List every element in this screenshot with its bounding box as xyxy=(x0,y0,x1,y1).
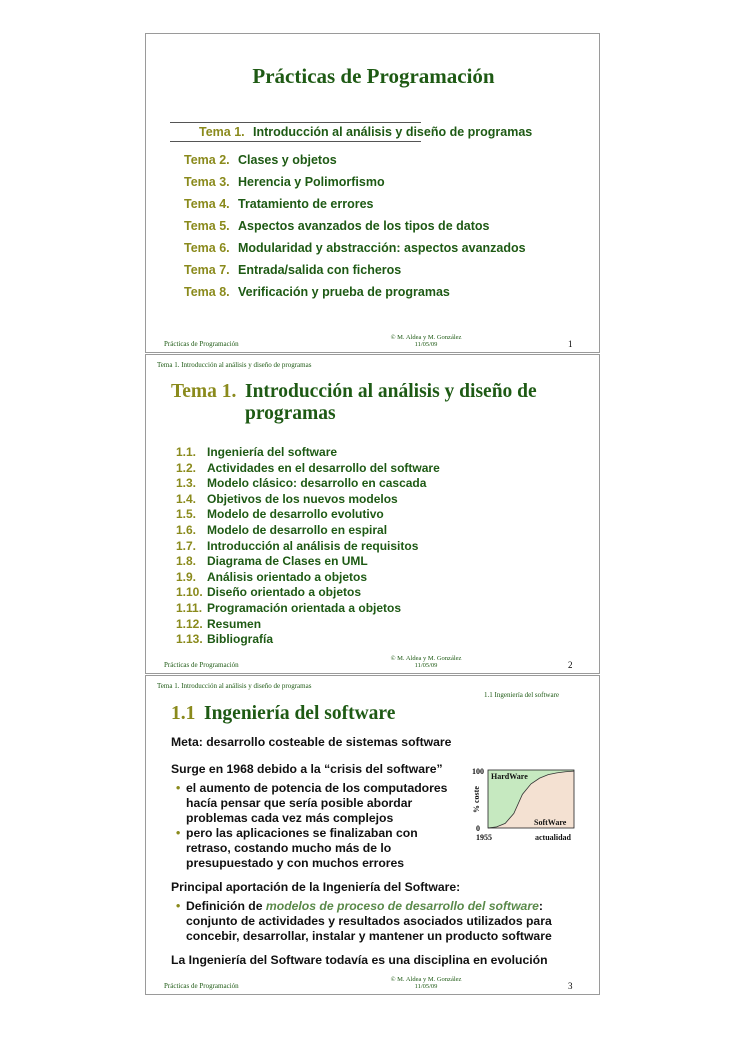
toc-item-1-13[interactable]: 1.13. Bibliografía xyxy=(176,632,274,646)
toc-item-1-4[interactable]: 1.4. Objetivos de los nuevos modelos xyxy=(176,492,398,506)
topic-item-3[interactable]: Tema 3. Herencia y Polimorfismo xyxy=(184,175,385,189)
principal-text: Principal aportación de la Ingeniería del Software: xyxy=(171,880,461,894)
legend-hardware-label: HardWare xyxy=(491,772,528,781)
slide-3 xyxy=(145,675,600,995)
footer-credits: © M. Aldea y M. González 11/05/09 xyxy=(390,655,462,669)
slide-header: Tema 1. Introducción al análisis y diseño de programas xyxy=(157,361,312,369)
topic-item-4[interactable]: Tema 4. Tratamiento de errores xyxy=(184,197,374,211)
footer-credits: © M. Aldea y M. González 11/05/09 xyxy=(390,976,462,990)
y-tick-label-100: 100 xyxy=(472,767,484,776)
bullet-item-1: • el aumento de potencia de los computadores hacía pensar que sería posible abordar problemas cada vez más complejos xyxy=(176,781,448,825)
topic-item-1[interactable]: Tema 1. Introducción al análisis y diseño de programas xyxy=(199,125,533,139)
slide-section-label: 1.1 Ingeniería del software xyxy=(484,691,560,699)
slide-header: Tema 1. Introducción al análisis y diseño de programas xyxy=(157,682,312,690)
toc-item-1-10[interactable]: 1.10. Diseño orientado a objetos xyxy=(176,585,362,599)
topic-item-6[interactable]: Tema 6. Modularidad y abstracción: aspectos avanzados xyxy=(184,241,526,255)
emphasized-term: modelos de proceso de desarrollo del software xyxy=(265,899,539,913)
toc-item-1-5[interactable]: 1.5. Modelo de desarrollo evolutivo xyxy=(176,507,384,521)
toc-item-1-3[interactable]: 1.3. Modelo clásico: desarrollo en cascada xyxy=(176,476,427,490)
cost-chart xyxy=(464,766,576,851)
bullet-item-2: • pero las aplicaciones se finalizaban con retraso, costando mucho más de lo presupuestado y con muchos errores xyxy=(176,826,418,870)
x-tick-label-actualidad: actualidad xyxy=(535,833,572,842)
bullet-icon: • xyxy=(176,826,181,840)
highlight-rule-bottom xyxy=(170,141,421,142)
slide-2 xyxy=(145,354,600,674)
footer-course: Prácticas de Programación xyxy=(164,982,239,990)
toc-item-1-12[interactable]: 1.12. Resumen xyxy=(176,617,262,631)
bullet-icon: • xyxy=(176,781,181,795)
footer-course: Prácticas de Programación xyxy=(164,661,239,669)
topic-item-5[interactable]: Tema 5. Aspectos avanzados de los tipos de datos xyxy=(184,219,490,233)
highlight-rule-top xyxy=(170,122,421,123)
y-tick-label-0: 0 xyxy=(476,824,480,833)
slide-title: 1.1 Ingeniería del software xyxy=(171,703,396,724)
footer-credits: © M. Aldea y M. González 11/05/09 xyxy=(390,334,462,348)
surge-text: Surge en 1968 debido a la “crisis del software” xyxy=(171,762,443,776)
x-tick-label-1955: 1955 xyxy=(476,833,492,842)
topic-item-7[interactable]: Tema 7. Entrada/salida con ficheros xyxy=(184,263,402,277)
page-number: 1 xyxy=(568,339,573,349)
slide-1 xyxy=(145,33,600,353)
meta-text: Meta: desarrollo costeable de sistemas software xyxy=(171,735,452,749)
toc-item-1-6[interactable]: 1.6. Modelo de desarrollo en espiral xyxy=(176,523,388,537)
toc-item-1-11[interactable]: 1.11. Programación orientada a objetos xyxy=(176,601,402,615)
bullet-item-3: • Definición de modelos de proceso de desarrollo del software: conjunto de actividades y resultados asociados utilizados para concebir, desarrollar, instalar y mantener un producto software xyxy=(176,899,552,943)
slide-title: Tema 1. Introducción al análisis y diseño de programas xyxy=(171,381,537,424)
toc-item-1-2[interactable]: 1.2. Actividades en el desarrollo del software xyxy=(176,461,440,475)
legend-software-label: SoftWare xyxy=(534,818,567,827)
topic-item-2[interactable]: Tema 2. Clases y objetos xyxy=(184,153,337,167)
y-axis-label: % coste xyxy=(472,786,481,813)
toc-item-1-7[interactable]: 1.7. Introducción al análisis de requisitos xyxy=(176,539,419,553)
toc-item-1-8[interactable]: 1.8. Diagrama de Clases en UML xyxy=(176,554,368,568)
footer-course: Prácticas de Programación xyxy=(164,340,239,348)
page-number: 3 xyxy=(568,981,573,991)
closing-text: La Ingeniería del Software todavía es una disciplina en evolución xyxy=(171,953,548,967)
bullet-icon: • xyxy=(176,899,181,913)
toc-item-1-1[interactable]: 1.1. Ingeniería del software xyxy=(176,445,338,459)
topic-item-8[interactable]: Tema 8. Verificación y prueba de programas xyxy=(184,285,450,299)
page-number: 2 xyxy=(568,660,573,670)
slide-title: Prácticas de Programación xyxy=(252,64,495,88)
toc-item-1-9[interactable]: 1.9. Análisis orientado a objetos xyxy=(176,570,368,584)
